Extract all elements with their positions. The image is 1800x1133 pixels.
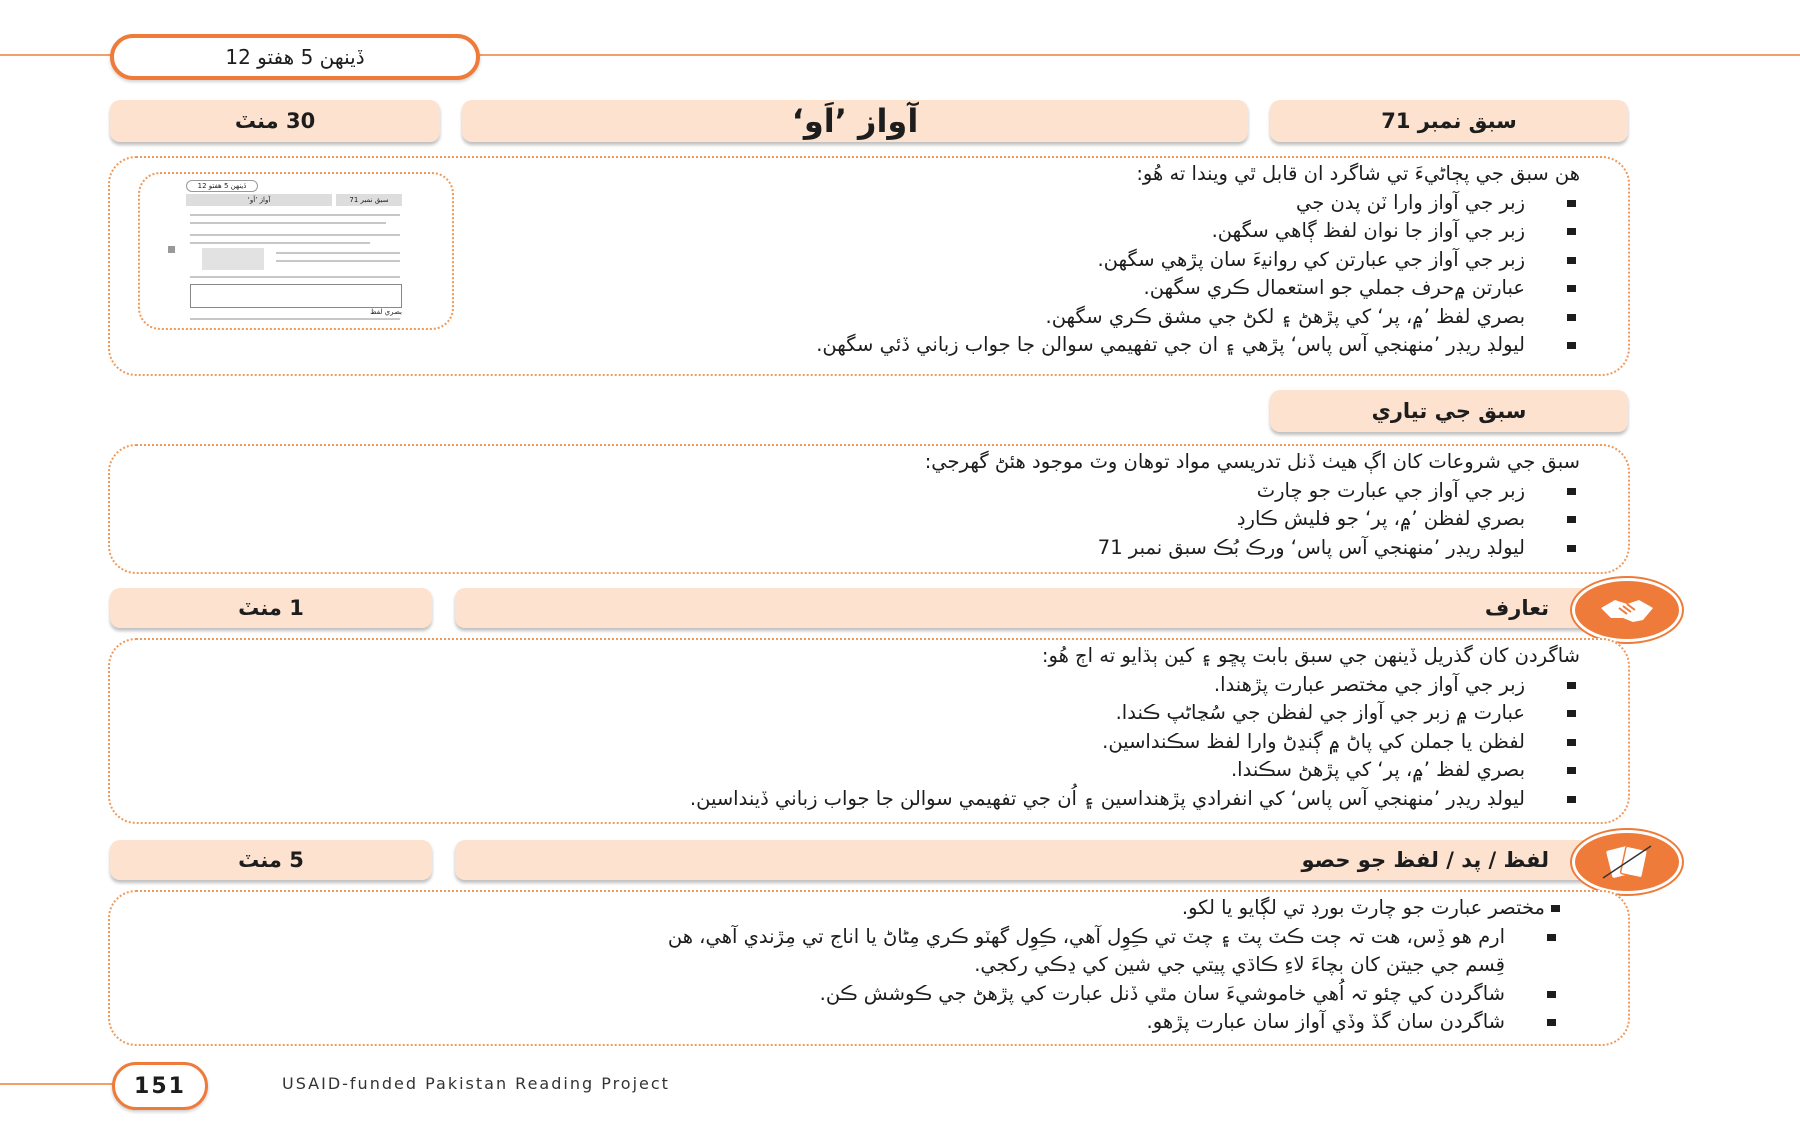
word-section-item: شاگردن کي چئو تہ اُهي خاموشيءَ سان مٿي ڏنل عبارت کي پڙهڻ جي ڪوشش ڪن.: [160, 980, 1560, 1009]
preparation-tab: [1270, 390, 1628, 432]
footer-rule: [0, 1083, 114, 1085]
lesson-title: آواز ’اَو‘: [791, 102, 919, 140]
word-duration: 5 منٽ: [238, 848, 304, 872]
word-section-text: [160, 894, 1560, 1037]
intro-duration: 1 منٽ: [238, 596, 304, 620]
lesson-number: سبق نمبر 71: [1381, 109, 1517, 133]
page-number: 151: [112, 1062, 208, 1110]
objectives-intro: هن سبق جي پڄاڻيءَ تي شاگرد ان قابل ٿي ويندا ته هُو:: [1136, 162, 1580, 185]
day-week-label: ڏينهن 5 هفتو 12: [110, 34, 480, 80]
introduction-item: زبر جي آواز جي مختصر عبارت پڙهندا.: [200, 671, 1580, 700]
thumbnail-image: [202, 248, 264, 270]
objectives-text: [480, 160, 1580, 360]
introduction-list: [200, 671, 1580, 814]
lesson-duration: 30 منٽ: [234, 109, 316, 133]
thumbnail-line: [190, 276, 400, 278]
thumbnail-table: [190, 284, 402, 308]
thumbnail-line: [190, 234, 400, 236]
top-rule: [0, 54, 112, 56]
word-section-lead: [160, 894, 1560, 923]
objective-item: عبارتن ۾حرف جملي جو استعمال ڪري سگهن.: [480, 274, 1580, 303]
thumbnail-caption: بصري لفظ: [370, 308, 402, 316]
thumbnail-line: [276, 252, 400, 254]
introduction-item: عبارت ۾ زبر جي آواز جي لفظن جي سُڃاڻپ ڪندا.: [200, 699, 1580, 728]
workbook-thumbnail: [138, 172, 454, 330]
lesson-number-tab: [1270, 100, 1628, 142]
objective-item: بصري لفظ ’۾، پر‘ کي پڙهڻ ۽ لکڻ جي مشق ڪري سگهن.: [480, 303, 1580, 332]
preparation-item: زبر جي آواز جي عبارت جو چارٽ: [480, 477, 1580, 506]
introduction-item: بصري لفظ ’۾، پر‘ کي پڙهڻ سڪندا.: [200, 756, 1580, 785]
word-section-list: [160, 923, 1560, 1037]
preparation-text: [480, 448, 1580, 562]
preparation-list: [480, 477, 1580, 563]
duration-tab: [110, 100, 440, 142]
intro-title-tab: [455, 588, 1625, 628]
word-duration-tab: [110, 840, 432, 880]
top-rule-right: [478, 54, 1800, 56]
thumbnail-line: [276, 260, 400, 262]
introduction-item: لفظن يا جملن کي پاڻ ۾ ڳنڍڻ وارا لفظ سڪندا‌سين.: [200, 728, 1580, 757]
thumbnail-header-left: آواز ’اَو‘: [186, 194, 332, 206]
thumbnail-line: [190, 222, 386, 224]
word-section-item-continued: قِسم جي جيتن کان بچاءَ لاءِ ڪاڌي پيتي جي شين کي ڍڪي رکجي.: [974, 953, 1505, 976]
title-tab: [462, 100, 1248, 142]
thumbnail-page: [186, 180, 414, 324]
word-title-tab: [455, 840, 1625, 880]
objective-item: زبر جي آواز جا نوان لفظ ڳاهي سگهن.: [480, 217, 1580, 246]
objective-item: زبر جي آواز جي عبارتن کي رواني‍ءَ سان پڙهي سگهن.: [480, 246, 1580, 275]
word-section-item: ارم هو ڏِس، هت تہ ڄت ڪٽ پٽ ۽ چٽ تي ڪِوِل آهي، ڪِوِل گهٽو ڪري مِڻاڻ يا اناج تي مِڙندي آهي، هن: [160, 923, 1560, 952]
introduction-item: ليولڊ ريڊر ’منهنجي آس پاس‘ کي انفرادي پڙهنداسين ۽ اُن جي تفهيمي سوالن جا جواب زباني ڏينداسين.: [200, 785, 1580, 814]
introduction-text: [200, 642, 1580, 813]
objectives-list: [480, 189, 1580, 360]
preparation-item: ليولڊ ريڊر ’منهنجي آس پاس‘ ورڪ بُڪ سبق نمبر 71: [480, 534, 1580, 563]
thumbnail-header-right: سبق نمبر 71: [336, 194, 402, 206]
thumbnail-corner: ڏينهن 5 هفتو 12: [186, 180, 258, 192]
objective-item: زبر جي آواز وارا ٽن پدن جي: [480, 189, 1580, 218]
thumbnail-line: [190, 318, 400, 320]
thumbnail-line: [190, 214, 400, 216]
word-lead-text: مختصر عبارت جو چارٽ بورڊ تي لڳايو يا لکو.: [1181, 896, 1545, 919]
handshake-icon: [1572, 578, 1682, 642]
word-cards-icon: [1572, 830, 1682, 894]
preparation-title: سبق جي تياري: [1371, 399, 1527, 423]
thumbnail-marker: [168, 246, 175, 253]
intro-duration-tab: [110, 588, 432, 628]
thumbnail-line: [190, 242, 370, 244]
word-lead-bullet: [1551, 905, 1560, 912]
preparation-intro: سبق جي شروعات کان اڳ هيٺ ڏنل تدريسي مواد توهان وٽ موجود هئڻ گهرجي:: [924, 450, 1580, 473]
intro-title: تعارف: [1484, 596, 1549, 620]
introduction-intro: شاگردن کان گذريل ڏينهن جي سبق بابت پڇو ۽ کين ٻڌايو ته اڄ هُو:: [1041, 644, 1580, 667]
footer-project: USAID-funded Pakistan Reading Project: [282, 1074, 670, 1093]
word-section-item: شاگردن سان گڏ وڏي آواز سان عبارت پڙهو.: [160, 1008, 1560, 1037]
objective-item: ليولڊ ريڊر ’منهنجي آس پاس‘ پڙهي ۽ ان جي تفهيمي سوالن جا جواب زباني ڏئي سگهن.: [360, 331, 1580, 360]
word-title: لفظ / پد / لفظ جو حصو: [1301, 848, 1549, 872]
preparation-item: بصري لفظن ’۾، پر‘ جو فليش ڪارڊ: [480, 505, 1580, 534]
